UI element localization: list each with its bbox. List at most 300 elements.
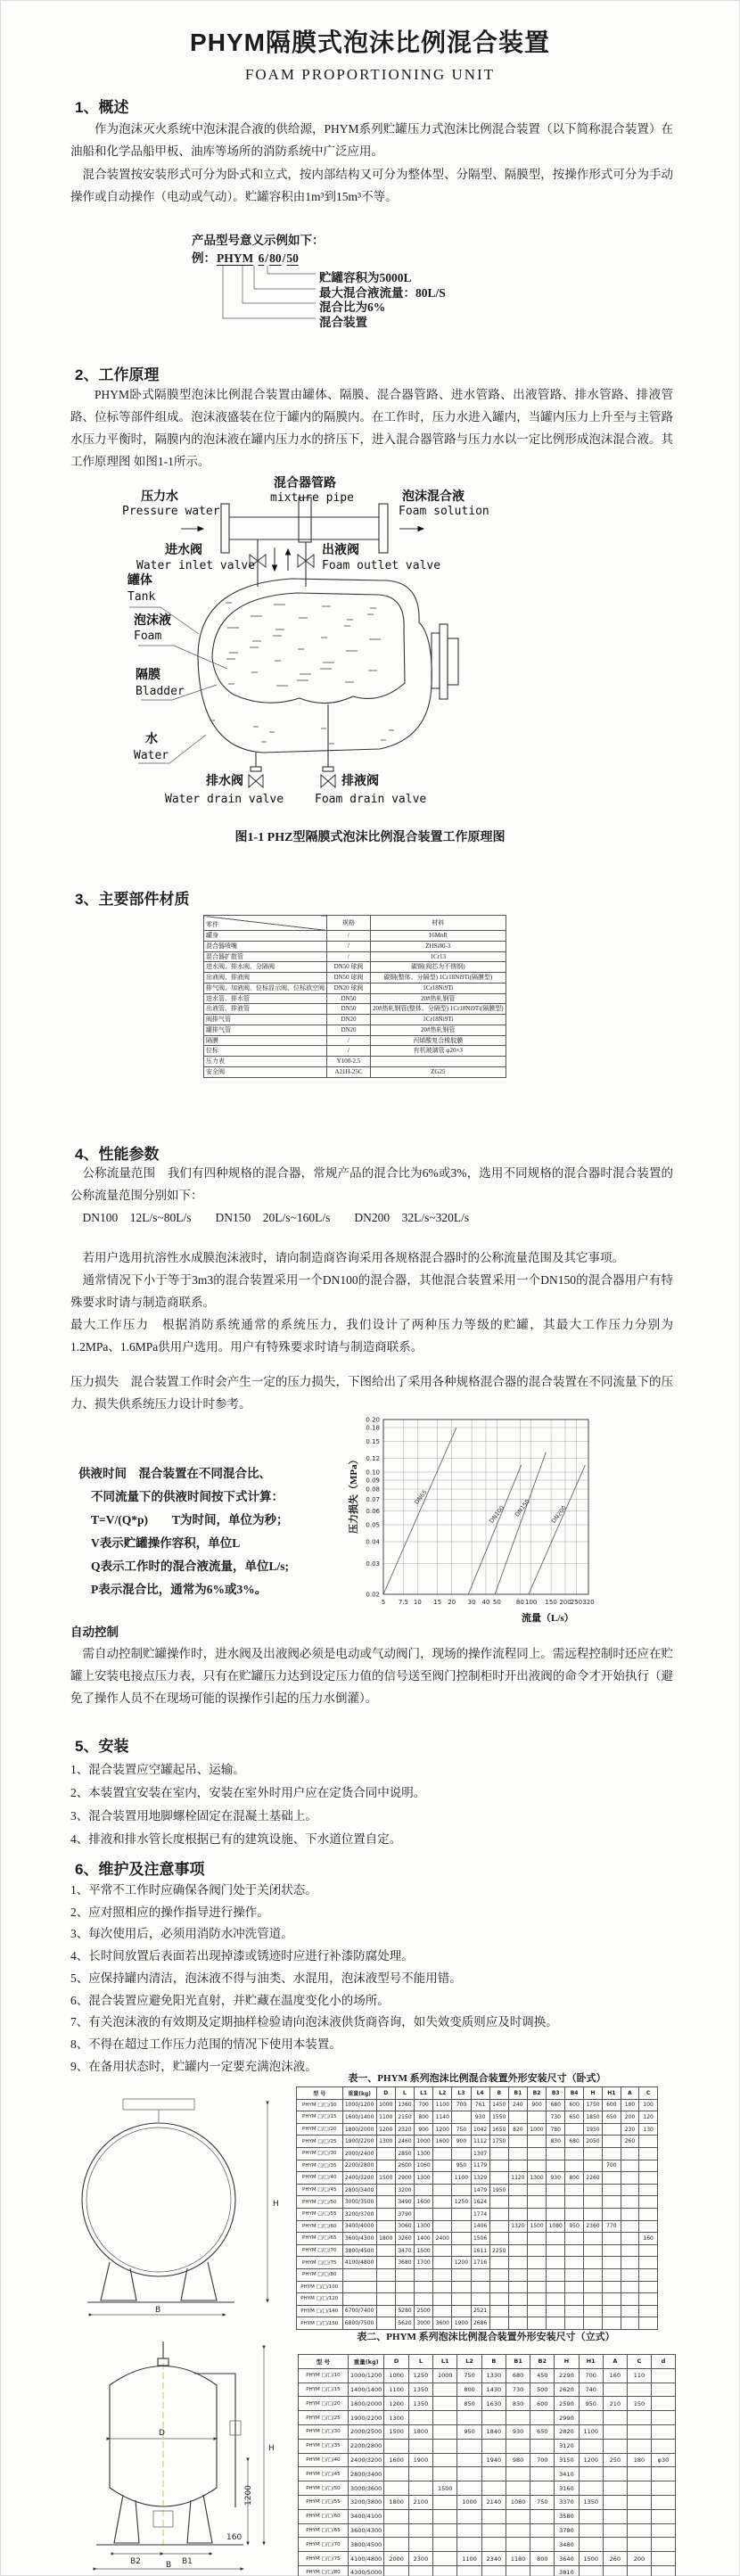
list-item: 混合比为6%	[319, 300, 386, 314]
series-label: DN150	[513, 1498, 531, 1518]
table-cell	[627, 2411, 651, 2425]
water-drain-label-en: Water drain valve	[165, 793, 284, 806]
table-cell	[603, 2411, 627, 2425]
col-header: A	[621, 2087, 639, 2100]
table-cell: 20#热轧钢管	[371, 993, 506, 1004]
table-cell: 800	[457, 2383, 481, 2397]
table-cell: 1300	[527, 2172, 546, 2185]
section-4-heading: 4、性能参数	[75, 1146, 160, 1163]
col-header: C	[639, 2087, 658, 2100]
list-item: Q表示工作时的混合液流量，单位L/s;	[91, 1560, 290, 1573]
table-cell	[603, 2244, 621, 2257]
foam-outlet-label-cn: 出液阀	[322, 544, 359, 557]
table-cell	[579, 2565, 603, 2576]
table-cell	[639, 2136, 658, 2148]
table-cell	[433, 2495, 457, 2509]
table-cell: 出液管、排液管	[204, 1004, 327, 1015]
pressure-water-label-cn: 压力水	[141, 490, 178, 504]
table-cell	[457, 2538, 481, 2552]
dim-b-label: B	[155, 2306, 161, 2315]
table-cell: 6700/7400	[342, 2305, 376, 2317]
dim-table-vertical	[298, 2354, 676, 2576]
table-cell: DN50	[327, 1004, 371, 1015]
table-cell	[603, 2538, 627, 2552]
list-item: 混合装置	[319, 316, 367, 329]
col-header: 重量(kg)	[342, 2087, 376, 2100]
col-header: L2	[433, 2087, 452, 2100]
table-row	[204, 941, 506, 951]
table-cell: 700	[530, 2453, 555, 2467]
table-cell: 600	[530, 2397, 555, 2411]
supply-time-block	[78, 1462, 377, 1601]
table-cell: 1000	[376, 2099, 395, 2111]
dim-1200-label: 1200	[244, 2485, 253, 2506]
table-row	[297, 2111, 658, 2124]
table-cell	[384, 2565, 408, 2576]
model-part: 6	[258, 251, 265, 265]
table-cell: 2820	[555, 2424, 579, 2439]
table-cell: 1430	[481, 2383, 506, 2397]
table-cell: 1400	[415, 2233, 433, 2245]
table-cell: 有机玻璃管 φ20×3	[371, 1046, 506, 1057]
table-cell: PHYM □/□/75	[297, 2257, 343, 2269]
table-cell: 1350	[408, 2397, 432, 2411]
table-cell	[621, 2305, 639, 2317]
table-cell	[508, 2281, 527, 2293]
table-cell	[527, 2305, 546, 2317]
table-cell: 1330	[481, 2368, 506, 2383]
table-row	[299, 2368, 676, 2383]
pressure-water-label-en: Pressure water	[122, 505, 220, 518]
table-cell	[408, 2538, 432, 2552]
table-cell	[651, 2411, 675, 2425]
table-cell	[627, 2523, 651, 2538]
table-cell	[508, 2208, 527, 2220]
table-cell	[627, 2509, 651, 2523]
table-cell	[627, 2439, 651, 2453]
table-cell: PHYM □/□/50	[297, 2196, 343, 2209]
col-header: B	[481, 2355, 506, 2369]
table-cell: 1400/1400	[348, 2383, 384, 2397]
table-cell: 600	[603, 2099, 621, 2111]
svg-text:40: 40	[481, 1599, 490, 1606]
pressure-loss-chart	[346, 1405, 622, 1633]
table-row	[204, 993, 506, 1004]
section-1-heading: 1、概述	[75, 99, 129, 116]
table-cell	[639, 2147, 658, 2160]
table-cell: 3470	[395, 2244, 414, 2257]
svg-text:0.04: 0.04	[366, 1538, 380, 1546]
dim-h-label: H	[268, 2444, 275, 2453]
table-cell: PHYM □/□/50	[299, 2481, 349, 2496]
table-cell: 3810	[555, 2565, 579, 2576]
table-cell	[583, 2305, 602, 2317]
table-cell: PHYM □/□/10	[299, 2368, 349, 2383]
table-row	[297, 2244, 658, 2257]
table-cell	[384, 2523, 408, 2538]
table-cell	[376, 2160, 395, 2172]
table-cell: PHYM □/□/10	[297, 2099, 343, 2111]
schematic-figure	[85, 471, 664, 824]
table-cell	[621, 2147, 639, 2160]
table-cell: 进水阀、排水阀、分隔阀	[204, 962, 327, 973]
table-cell: 900	[415, 2123, 433, 2136]
table-cell: 110	[627, 2368, 651, 2383]
tank-drawing-vertical	[61, 2336, 294, 2573]
table-cell	[433, 2220, 452, 2233]
table-cell: 1000	[433, 2368, 457, 2383]
table-cell	[527, 2184, 546, 2196]
x-axis-label: 流量（L/s）	[522, 1613, 574, 1624]
table-cell: DN50	[327, 993, 371, 1004]
table-cell: 1250	[408, 2368, 432, 2383]
table-cell	[621, 2196, 639, 2209]
table-cell	[384, 2481, 408, 2496]
table-cell	[452, 2233, 471, 2245]
table-cell	[433, 2523, 457, 2538]
list-item: 8、不得在超过工作压力范围的情况下使用本装置。	[70, 2037, 341, 2051]
table-cell	[603, 2147, 621, 2160]
table-cell	[376, 2257, 395, 2269]
table-cell: PHYM □/□/55	[299, 2495, 349, 2509]
table-cell	[342, 2293, 376, 2306]
table-cell	[627, 2383, 651, 2397]
svg-text:200: 200	[559, 1599, 571, 1606]
page-subtitle: FOAM PROPORTIONING UNIT	[244, 66, 496, 83]
table-cell	[565, 2257, 584, 2269]
table-cell	[433, 2196, 452, 2209]
water-inlet-label-en: Water inlet valve	[136, 559, 256, 572]
table-cell: PHYM □/□/80	[297, 2268, 343, 2281]
table-row	[299, 2383, 676, 2397]
table-cell	[547, 2196, 565, 2209]
table-row	[204, 931, 506, 942]
table-cell: 1500	[527, 2220, 546, 2233]
table-cell	[433, 2172, 452, 2185]
col-header: 重量(kg)	[348, 2355, 384, 2369]
table-cell: PHYM □/□/30	[297, 2147, 343, 2160]
col-header: B4	[565, 2087, 584, 2100]
list-item: 不同流量下的供液时间按下式计算：	[91, 1490, 284, 1503]
list-item: P表示混合比，通常为6%或3%。	[91, 1583, 267, 1596]
table-cell	[481, 2439, 506, 2453]
table-cell: 160	[603, 2368, 627, 2383]
table-cell: 排气阀、加液阀、位标显示阀、位标放空阀	[204, 983, 327, 993]
table-cell	[506, 2538, 530, 2552]
table-cell	[452, 2305, 471, 2317]
tank-leg	[181, 2262, 217, 2300]
table-cell: 2500	[415, 2305, 433, 2317]
table-cell: 650	[565, 2111, 584, 2124]
table-cell	[603, 2424, 627, 2439]
table-cell	[395, 2281, 414, 2293]
svg-text:0.20: 0.20	[366, 1416, 380, 1424]
table-cell: 1200	[384, 2397, 408, 2411]
table-cell: 1950	[583, 2123, 602, 2136]
table-cell: /	[327, 1046, 371, 1057]
table-cell: 650	[530, 2424, 555, 2439]
table-cell	[583, 2160, 602, 2172]
table-row	[297, 2136, 658, 2148]
table-cell: 隔膜	[204, 1035, 327, 1046]
table-cell	[433, 2147, 452, 2160]
table-cell: 2400/3200	[342, 2172, 376, 2185]
table-cell	[651, 2383, 675, 2397]
svg-text:150: 150	[545, 1599, 557, 1606]
table-cell	[508, 2196, 527, 2209]
table-cell: 930	[506, 2424, 530, 2439]
table-cell	[376, 2196, 395, 2209]
table-cell	[565, 2305, 584, 2317]
table-cell	[527, 2268, 546, 2281]
table-cell: 1179	[471, 2160, 489, 2172]
series-label: DN100	[488, 1504, 506, 1525]
table-cell	[579, 2411, 603, 2425]
table-cell	[452, 2281, 471, 2293]
table-cell	[384, 2467, 408, 2481]
tank-leg	[101, 2262, 136, 2300]
table-cell	[527, 2293, 546, 2306]
table-cell: 2000	[384, 2552, 408, 2566]
table-cell: /	[327, 1035, 371, 1046]
tank-outlet-flange	[432, 633, 440, 688]
table-cell: PHYM □/□/40	[297, 2172, 343, 2185]
table-cell: 4300/5000	[348, 2565, 384, 2576]
table-cell: PHYM □/□/30	[299, 2424, 349, 2439]
table-cell: DN20	[327, 1015, 371, 1025]
table-cell	[565, 2147, 584, 2160]
table-cell: 2140	[481, 2495, 506, 2509]
col-header: L	[395, 2087, 414, 2100]
table-cell: 1200	[376, 2123, 395, 2136]
table-cell	[627, 2565, 651, 2576]
table-cell: 3780	[555, 2523, 579, 2538]
list-item: 供液时间 混合装置在不同混合比、	[78, 1467, 271, 1480]
list-item: 4、长时间放置后表面若出现掉漆或锈迹时应进行补漆防腐处理。	[70, 1949, 414, 1963]
table-cell: 730	[506, 2383, 530, 2397]
foam-solution-label-cn: 泡沫混合液	[402, 490, 465, 504]
table-cell	[457, 2481, 481, 2496]
table-cell: 1506	[471, 2233, 489, 2245]
table-cell: 1550	[489, 2111, 508, 2124]
table-cell: 950	[452, 2160, 471, 2172]
table-cell: PHYM □/□/70	[299, 2538, 349, 2552]
table-cell	[603, 2317, 621, 2330]
table-row	[297, 2123, 658, 2136]
table-cell: 930	[547, 2172, 565, 2185]
table-cell	[583, 2184, 602, 2196]
table-cell: 1900	[452, 2317, 471, 2330]
table-row	[299, 2411, 676, 2425]
table-cell	[489, 2220, 508, 2233]
table-cell	[452, 2208, 471, 2220]
table-cell	[530, 2565, 555, 2576]
table-cell	[506, 2523, 530, 2538]
col-header: L1	[415, 2087, 433, 2100]
model-example: 例：PHYM 6/80/50	[192, 251, 299, 265]
table-cell: 3400/4000	[342, 2220, 376, 2233]
table-cell	[603, 2383, 627, 2397]
table-cell	[527, 2196, 546, 2209]
table-cell: 5620	[395, 2317, 414, 2330]
table-cell	[639, 2293, 658, 2306]
table-row	[204, 1025, 506, 1035]
table-cell	[408, 2481, 432, 2496]
table-cell	[579, 2467, 603, 2481]
table-cell	[433, 2552, 457, 2566]
table-cell: PHYM □/□/35	[297, 2160, 343, 2172]
foam-drain-label-en: Foam drain valve	[315, 793, 427, 806]
table-cell: 1000	[415, 2136, 433, 2148]
list-item: 贮罐容积为5000L	[319, 271, 412, 284]
table-cell	[489, 2281, 508, 2293]
model-example-prefix: 例：	[192, 251, 216, 265]
table-cell: 680	[565, 2136, 584, 2148]
table-cell	[565, 2160, 584, 2172]
table-cell: 6800/7500	[342, 2317, 376, 2330]
table-cell	[376, 2317, 395, 2330]
section-6-heading: 6、维护及注意事项	[75, 1861, 205, 1878]
overview-paragraph-1: 作为泡沫灭火系统中泡沫混合液的供给源，PHYM系列贮罐压力式泡沫比例混合装置（以下简称混合装置）在油船和化学品船甲板、油库等场所的消防系统中广泛应用。	[70, 122, 673, 158]
table-cell: 1000	[527, 2123, 546, 2136]
table-cell	[481, 2565, 506, 2576]
table-cell	[583, 2268, 602, 2281]
table-row	[299, 2467, 676, 2481]
table-cell	[627, 2481, 651, 2496]
table-cell: 2800/3400	[342, 2184, 376, 2196]
table-cell	[452, 2220, 471, 2233]
table-cell	[547, 2305, 565, 2317]
table-row	[299, 2481, 676, 2496]
table-cell: 900	[527, 2099, 546, 2111]
table-cell	[395, 2293, 414, 2306]
col-header: B3	[547, 2087, 565, 2100]
table-cell	[530, 2481, 555, 2496]
table-cell: 碳钢(整体、分隔型) 1Cr18Ni9Ti(隔膜型)	[371, 973, 506, 983]
table-cell	[583, 2196, 602, 2209]
table-cell: 2000/2500	[348, 2424, 384, 2439]
table-cell	[583, 2208, 602, 2220]
table-cell	[527, 2136, 546, 2148]
table-cell: 1750	[489, 2136, 508, 2148]
table-cell: 1750	[583, 2099, 602, 2111]
table-cell	[603, 2495, 627, 2509]
table-cell	[508, 2147, 527, 2160]
afff-note-paragraph: 若用户选用抗溶性水成膜泡沫液时，请向制造商咨询采用各规格混合器时的公称流量范围及其它事项。	[82, 1251, 624, 1264]
table-cell: 1600	[415, 2196, 433, 2209]
table-cell: 260	[603, 2552, 627, 2566]
dim-b1-label: B1	[182, 2557, 193, 2566]
table-cell: 2990	[555, 2411, 579, 2425]
table-cell	[433, 2160, 452, 2172]
table-row	[204, 1004, 506, 1015]
table-cell	[433, 2244, 452, 2257]
table-cell	[415, 2293, 433, 2306]
table-cell	[579, 2523, 603, 2538]
table-cell: 260	[621, 2136, 639, 2148]
table-cell: 1080	[506, 2495, 530, 2509]
col-header: D	[376, 2087, 395, 2100]
table-row	[204, 1057, 506, 1067]
table-cell	[527, 2208, 546, 2220]
svg-text:80: 80	[515, 1599, 524, 1606]
table-cell	[489, 2257, 508, 2269]
table-cell	[481, 2538, 506, 2552]
left-flange	[221, 504, 229, 553]
table-cell: PHYM □/□/45	[297, 2184, 343, 2196]
table-cell	[376, 2268, 395, 2281]
table-cell	[603, 2233, 621, 2245]
table-row	[297, 2208, 658, 2220]
table-row	[299, 2565, 676, 2576]
svg-text:10: 10	[413, 1599, 422, 1606]
table-cell	[565, 2123, 584, 2136]
table-cell: 1080	[547, 2220, 565, 2233]
table-cell	[452, 2244, 471, 2257]
table-cell: 1600	[384, 2453, 408, 2467]
col-header: B2	[527, 2087, 546, 2100]
table-cell: PHYM □/□/100	[297, 2281, 343, 2293]
table-cell	[603, 2467, 627, 2481]
table-cell	[651, 2523, 675, 2538]
table-cell: 3800/4500	[342, 2244, 376, 2257]
table-cell	[415, 2184, 433, 2196]
table-cell: 3410	[555, 2467, 579, 2481]
mixture-pipe-label-cn: 混合器管路	[274, 477, 336, 490]
table-cell	[508, 2317, 527, 2330]
table-cell: 930	[471, 2111, 489, 2124]
table-cell: 830	[547, 2136, 565, 2148]
table-cell	[452, 2268, 471, 2281]
col-header: L1	[433, 2355, 457, 2369]
table-cell: 780	[547, 2123, 565, 2136]
table-cell	[583, 2257, 602, 2269]
table-cell: PHYM □/□/60	[299, 2509, 349, 2523]
table-row	[204, 962, 506, 973]
model-part: 80	[269, 251, 282, 265]
table-cell: 3580	[555, 2509, 579, 2523]
table-cell: 罐身	[204, 931, 327, 942]
table-cell: 700	[452, 2099, 471, 2111]
table-cell	[471, 2281, 489, 2293]
col-header: L	[408, 2355, 432, 2369]
table-cell: PHYM □/□/20	[299, 2397, 349, 2411]
table-cell: PHYM □/□/65	[299, 2523, 349, 2538]
table-cell	[651, 2565, 675, 2576]
table-cell	[527, 2233, 546, 2245]
list-item: 1、混合装置应空罐起吊、运输。	[70, 1763, 245, 1776]
table-cell	[639, 2305, 658, 2317]
table-row	[297, 2305, 658, 2317]
table-cell: 3490	[395, 2196, 414, 2209]
list-item: 4、排液和排水管长度根据已有的建筑设施、下水道位置自定。	[70, 1832, 402, 1846]
table-row	[204, 1035, 506, 1046]
table-cell	[583, 2281, 602, 2293]
table-cell	[603, 2439, 627, 2453]
table-cell: /	[327, 941, 371, 951]
table-cell: PHYM □/□/65	[297, 2233, 343, 2245]
col-header: B2	[530, 2355, 555, 2369]
col-header: L3	[452, 2087, 471, 2100]
table-cell: 2260	[583, 2172, 602, 2185]
table-cell	[471, 2268, 489, 2281]
table-cell	[627, 2538, 651, 2552]
table-cell: 1940	[481, 2453, 506, 2467]
table-cell: 16MnR	[371, 931, 506, 942]
table-cell: 2686	[471, 2317, 489, 2330]
table-cell	[433, 2397, 457, 2411]
water-drain-valve-symbol	[249, 775, 263, 787]
